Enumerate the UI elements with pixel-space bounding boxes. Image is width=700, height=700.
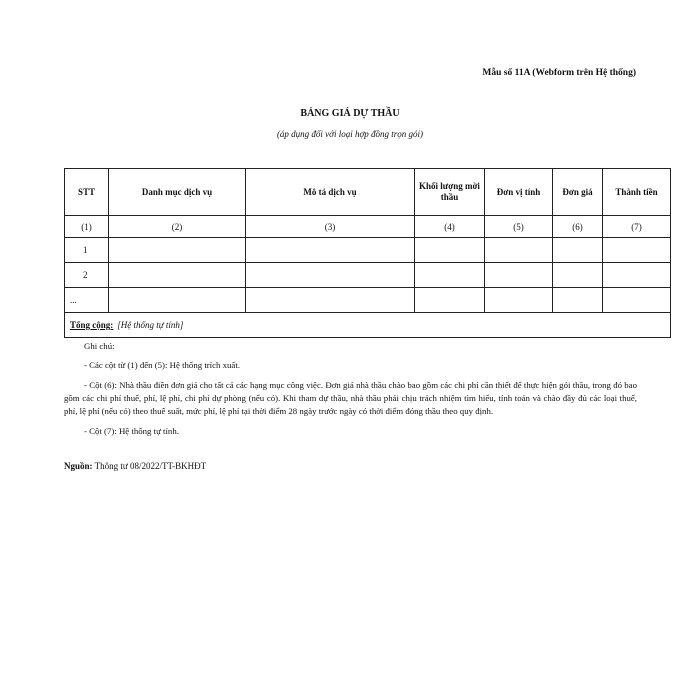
table-cell (603, 263, 671, 288)
column-header: Danh mục dịch vụ (109, 169, 246, 216)
table-cell (415, 263, 485, 288)
table-cell (603, 238, 671, 263)
note-item: - Cột (7): Hệ thống tự tính. (84, 426, 179, 436)
table-cell (246, 288, 415, 313)
table-cell (246, 238, 415, 263)
table-cell (553, 238, 603, 263)
table-cell (485, 263, 553, 288)
table-header-row (65, 169, 671, 216)
column-header: Đơn giá (553, 169, 603, 216)
total-cell (65, 313, 671, 338)
document-subtitle: (áp dụng đối với loại hợp đồng trọn gói) (276, 129, 424, 139)
note-item: - Các cột từ (1) đến (5): Hệ thống trích xuất. (84, 360, 240, 370)
table-cell (553, 263, 603, 288)
form-code: Mẫu số 11A (Webform trên Hệ thống) (482, 68, 636, 78)
total-value: [Hệ thống tự tính] (117, 320, 184, 330)
source-line (64, 461, 206, 471)
table-cell (109, 238, 246, 263)
column-number: (1) (65, 216, 109, 238)
column-header: Mô tả dịch vụ (246, 169, 415, 216)
table-cell (109, 263, 246, 288)
table-cell (109, 288, 246, 313)
notes-section (64, 340, 637, 445)
column-number: (5) (485, 216, 553, 238)
column-number: (6) (553, 216, 603, 238)
table-cell (415, 238, 485, 263)
row-number: 1 (65, 238, 109, 263)
table-row (65, 288, 671, 313)
table-row (65, 238, 671, 263)
column-number: (2) (109, 216, 246, 238)
total-row (65, 313, 671, 338)
table-cell (553, 288, 603, 313)
source-label: Nguồn: (64, 461, 93, 471)
row-number: ... (65, 288, 109, 313)
row-number: 2 (65, 263, 109, 288)
table-cell (415, 288, 485, 313)
bid-price-table (64, 168, 671, 338)
table-cell (485, 288, 553, 313)
notes-heading: Ghi chú: (84, 341, 115, 351)
column-header: STT (65, 169, 109, 216)
source-value: Thông tư 08/2022/TT-BKHĐT (94, 461, 207, 471)
column-header: Đơn vị tính (485, 169, 553, 216)
table-cell (603, 288, 671, 313)
column-number: (3) (246, 216, 415, 238)
document-title: BẢNG GIÁ DỰ THẦU (300, 108, 400, 119)
column-header: Khối lượng mời thầu (415, 169, 485, 216)
total-label: Tổng cộng: (70, 320, 114, 330)
column-header: Thành tiền (603, 169, 671, 216)
table-cell (485, 238, 553, 263)
column-number: (4) (415, 216, 485, 238)
column-number-row (65, 216, 671, 238)
table-row (65, 263, 671, 288)
table-cell (246, 263, 415, 288)
column-number: (7) (603, 216, 671, 238)
note-item: - Cột (6): Nhà thầu điền đơn giá cho tất cả các hạng mục công việc. Đơn giá nhà thầu chào bao gồm các chi phí cần thiết để thực hiện gói thầu, trong đó bao gồm các chi phí thuế, phí, lệ phí, chi phí dự phòng (nếu có). Khi tham dự thầu, nhà thầu phải chịu trách nhiệm tìm hiểu, tính toán và chào đầy đủ các loại thuế, phí, lệ phí (nếu có) theo thuế suất, mức phí, lệ phí tại thời điểm 28 ngày trước ngày có thời điểm đóng thầu theo quy định. (64, 380, 637, 416)
